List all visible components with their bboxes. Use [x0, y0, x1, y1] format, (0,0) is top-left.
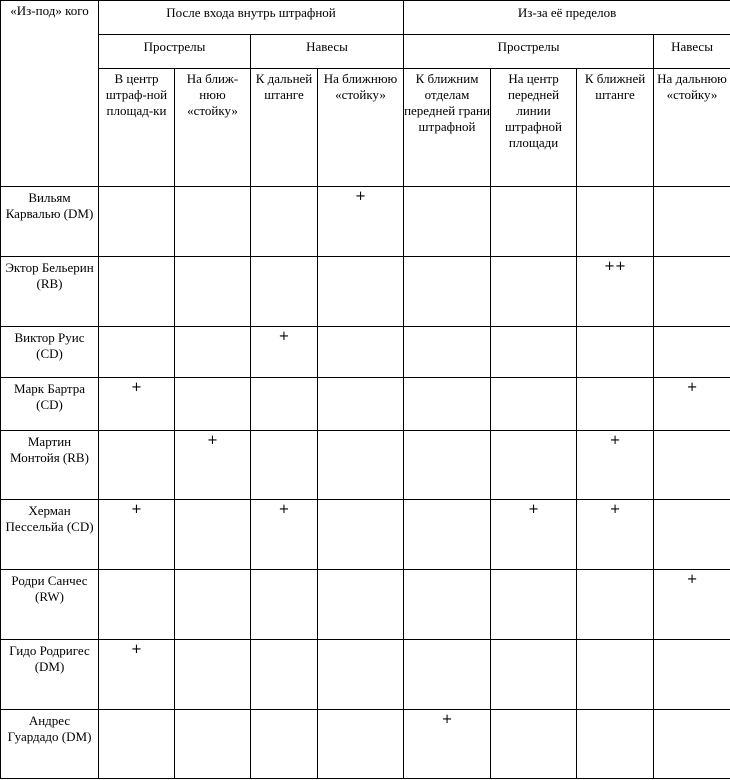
- player-name: Виктор Руис (CD): [1, 327, 99, 378]
- mark-cell: [175, 640, 251, 710]
- header-row-subgroups: [1, 35, 730, 69]
- mark-cell: [491, 327, 577, 378]
- mark-cell: [318, 570, 404, 640]
- mark-cell: [99, 431, 175, 500]
- group-header-outside: Из-за её пределов: [404, 1, 730, 35]
- mark-cell: +: [251, 500, 318, 570]
- subgroup-header: Прострелы: [404, 35, 654, 69]
- mark-cell: [175, 327, 251, 378]
- mark-cell: [318, 500, 404, 570]
- mark-cell: [491, 710, 577, 779]
- mark-cell: [251, 378, 318, 431]
- column-header: На ближнюю «стойку»: [318, 69, 404, 187]
- mark-cell: [577, 570, 654, 640]
- mark-cell: [654, 640, 730, 710]
- mark-cell: [251, 710, 318, 779]
- mark-cell: [318, 710, 404, 779]
- mark-cell: +: [577, 500, 654, 570]
- mark-cell: [654, 710, 730, 779]
- table-row: [1, 187, 730, 257]
- player-name: Гидо Родригес (DM): [1, 640, 99, 710]
- mark-cell: [491, 378, 577, 431]
- column-header: К ближней штанге: [577, 69, 654, 187]
- player-name: Мартин Монтойя (RB): [1, 431, 99, 500]
- column-header: К дальней штанге: [251, 69, 318, 187]
- mark-cell: [99, 187, 175, 257]
- corner-header: «Из-под» кого: [1, 1, 99, 187]
- mark-cell: [318, 640, 404, 710]
- mark-cell: [251, 640, 318, 710]
- mark-cell: [577, 327, 654, 378]
- mark-cell: [404, 187, 491, 257]
- mark-cell: [404, 640, 491, 710]
- mark-cell: +: [99, 640, 175, 710]
- mark-cell: [654, 500, 730, 570]
- mark-cell: [577, 187, 654, 257]
- mark-cell: [491, 640, 577, 710]
- mark-cell: [175, 378, 251, 431]
- mark-cell: [491, 187, 577, 257]
- mark-cell: [577, 640, 654, 710]
- mark-cell: [654, 431, 730, 500]
- mark-cell: [318, 378, 404, 431]
- mark-cell: [99, 257, 175, 327]
- mark-cell: +: [654, 378, 730, 431]
- mark-cell: [577, 378, 654, 431]
- column-header: На ближ-нюю «стойку»: [175, 69, 251, 187]
- mark-cell: [491, 257, 577, 327]
- column-header: На дальнюю «стойку»: [654, 69, 730, 187]
- mark-cell: [251, 257, 318, 327]
- player-name: Вильям Карвалью (DM): [1, 187, 99, 257]
- mark-cell: +: [577, 431, 654, 500]
- table-row: [1, 431, 730, 500]
- header-row-groups: [1, 1, 730, 35]
- mark-cell: [175, 257, 251, 327]
- mark-cell: +: [654, 570, 730, 640]
- table-row: [1, 378, 730, 431]
- mark-cell: +: [491, 500, 577, 570]
- mark-cell: [318, 431, 404, 500]
- header-row-columns: [1, 69, 730, 187]
- column-header: В центр штраф-ной площад-ки: [99, 69, 175, 187]
- player-name: Марк Бартра (CD): [1, 378, 99, 431]
- mark-cell: +: [404, 710, 491, 779]
- mark-cell: [491, 570, 577, 640]
- player-name: Андрес Гуардадо (DM): [1, 710, 99, 779]
- table-row: [1, 257, 730, 327]
- player-name: Эктор Бельерин (RB): [1, 257, 99, 327]
- mark-cell: [654, 257, 730, 327]
- mark-cell: [99, 710, 175, 779]
- mark-cell: [654, 327, 730, 378]
- table-row: [1, 570, 730, 640]
- player-name: Родри Санчес (RW): [1, 570, 99, 640]
- table-row: [1, 710, 730, 779]
- mark-cell: [318, 327, 404, 378]
- subgroup-header: Прострелы: [99, 35, 251, 69]
- table-row: [1, 500, 730, 570]
- mark-cell: +: [99, 500, 175, 570]
- mark-cell: [175, 500, 251, 570]
- mark-cell: +: [251, 327, 318, 378]
- column-header: На центр передней линии штрафной площади: [491, 69, 577, 187]
- mark-cell: [99, 570, 175, 640]
- mark-cell: +: [318, 187, 404, 257]
- mark-cell: [577, 710, 654, 779]
- mark-cell: [491, 431, 577, 500]
- mark-cell: [404, 500, 491, 570]
- mark-cell: [404, 570, 491, 640]
- mark-cell: [404, 327, 491, 378]
- table-row: [1, 327, 730, 378]
- mark-cell: [318, 257, 404, 327]
- mark-cell: [251, 570, 318, 640]
- player-name: Херман Пессельйа (CD): [1, 500, 99, 570]
- mark-cell: ++: [577, 257, 654, 327]
- subgroup-header: Навесы: [251, 35, 404, 69]
- subgroup-header: Навесы: [654, 35, 730, 69]
- mark-cell: [99, 327, 175, 378]
- group-header-inside: После входа внутрь штрафной: [99, 1, 404, 35]
- mark-cell: [654, 187, 730, 257]
- mark-cell: +: [175, 431, 251, 500]
- mark-cell: [175, 710, 251, 779]
- column-header: К ближним отделам передней грани штрафной: [404, 69, 491, 187]
- mark-cell: [251, 187, 318, 257]
- mark-cell: [404, 257, 491, 327]
- table-row: [1, 640, 730, 710]
- mark-cell: [175, 570, 251, 640]
- mark-cell: +: [99, 378, 175, 431]
- mark-cell: [404, 431, 491, 500]
- mark-cell: [175, 187, 251, 257]
- mark-cell: [251, 431, 318, 500]
- mark-cell: [404, 378, 491, 431]
